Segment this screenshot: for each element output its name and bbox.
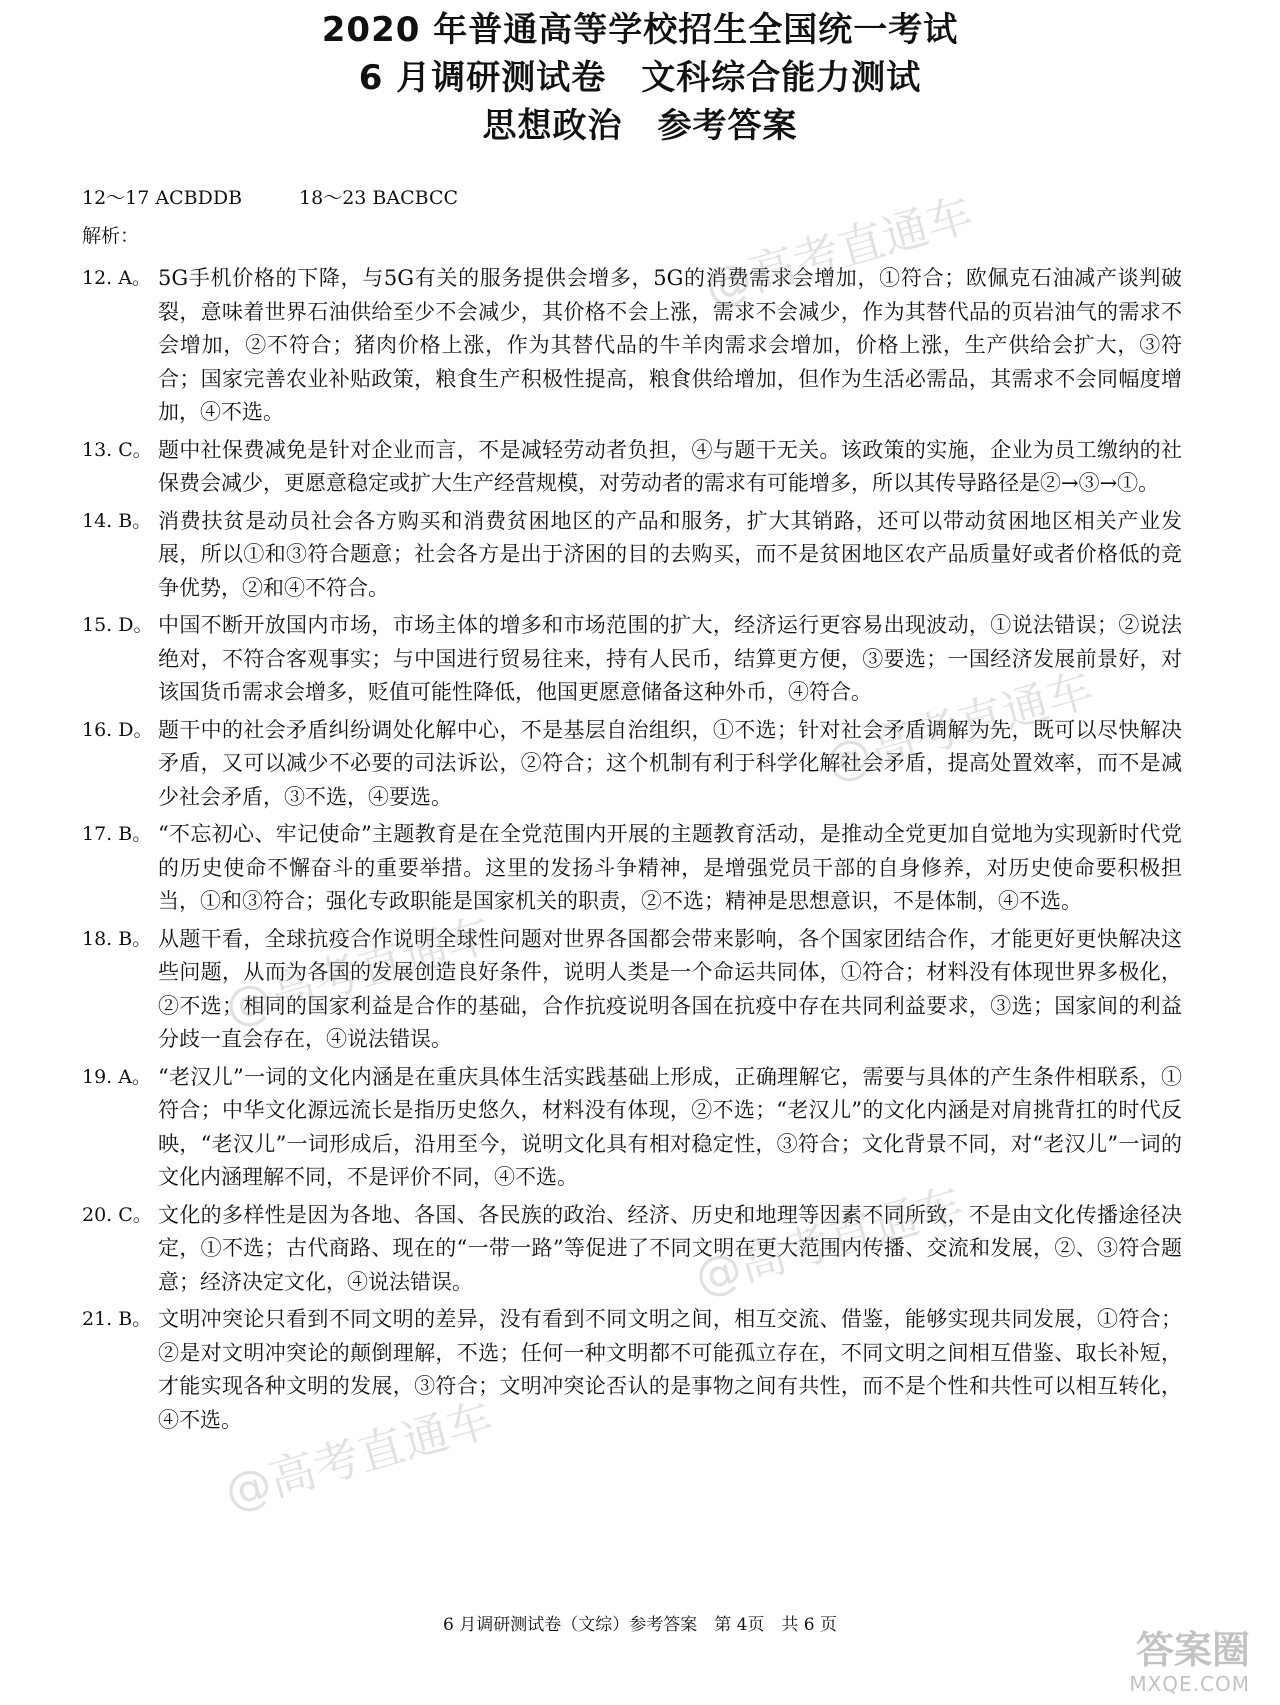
item-number: 19. A。 (82, 1065, 151, 1088)
analysis-item (82, 434, 1182, 501)
analysis-item (82, 609, 1182, 710)
analysis-item (82, 923, 1182, 1057)
exam-title: 2020 年普通高等学校招生全国统一考试 (321, 10, 959, 50)
watermark: @高考直通车 (688, 1176, 969, 1305)
item-number: 20. C。 (82, 1203, 152, 1226)
item-text: “老汉儿”一词的文化内涵是在重庆具体生活实践基础上形成，正确理解它，需要与具体的产生条件相联系，①符合；中华文化源远流长是指历史悠久，材料没有体现，②不选；“老汉儿”的文化内涵是对肩挑背扛的时代反映，“老汉儿”一词形成后，沿用至今，说明文化具有相对稳定性，③符合；文化背景不同，对“老汉儿”一词的文化内涵理解不同，不是评价不同，④不选。 (158, 1064, 1182, 1189)
item-number: 16. D。 (82, 718, 153, 741)
watermark: @高考直通车 (818, 661, 1099, 790)
item-text: 文明冲突论只看到不同文明的差异，没有看到不同文明之间，相互交流、借鉴，能够实现共同发展，①符合；②是对文明冲突论的颠倒理解，不选；任何一种文明都不可能孤立存在，不同文明之间相互借鉴、取长补短，才能实现各种文明的发展，③符合；文明冲突论否认的是事物之间有共性，而不是个性和共性可以相互转化，④不选。 (158, 1307, 1182, 1432)
logo-text: 答案圈 (1135, 1628, 1250, 1672)
page-footer: 6 月调研测试卷（文综）参考答案 第 4页 共 6 页 (442, 1615, 838, 1635)
item-text: 文化的多样性是因为各地、各国、各民族的政治、经济、历史和地理等因素不同所致，不是由文化传播途径决定，①不选；古代商路、现在的“一带一路”等促进了不同文明在更大范围内传播、交流和发展，②、③符合题意；经济决定文化，④说法错误。 (158, 1202, 1182, 1294)
analysis-item (82, 262, 1182, 430)
title-block (0, 6, 1280, 150)
analysis-list (82, 262, 1182, 1441)
item-number: 17. B。 (82, 823, 152, 845)
watermark: @高考直通车 (698, 186, 979, 315)
item-number: 18. B。 (82, 927, 152, 950)
site-logo (1129, 1628, 1250, 1696)
item-text: 5G手机价格的下降，与5G有关的服务提供会增多，5G的消费需求会增加，①符合；欧佩克石油减产谈判破裂，意味着世界石油供给至少不会减少，其价格不会上涨，需求不会减少，作为其替代品的页岩油气的需求不会增加，②不符合；猪肉价格上涨，作为其替代品的牛羊肉需求会增加，价格上涨，生产供给会扩大，③符合；国家完善农业补贴政策，粮食生产积极性提高，粮食供给增加，但作为生活必需品，其需求不会同幅度增加，④不选。 (158, 266, 1182, 424)
section-title: 思想政治 参考答案 (482, 106, 798, 146)
watermark: @高考直通车 (218, 1391, 499, 1520)
analysis-item (82, 1061, 1182, 1195)
analysis-label: 解析： (82, 225, 140, 247)
item-number: 15. D。 (82, 614, 153, 636)
analysis-item (82, 818, 1182, 919)
analysis-item (82, 505, 1182, 606)
analysis-item (82, 1303, 1182, 1437)
analysis-item (82, 1199, 1182, 1300)
exam-subtitle: 6 月调研测试卷 文科综合能力测试 (358, 58, 922, 98)
item-text: 从题干看，全球抗疫合作说明全球性问题对世界各国都会带来影响，各个国家团结合作，才能更好更快解决这些问题，从而为各国的发展创造良好条件，说明人类是一个命运共同体，①符合；材料没有体现世界多极化，②不选；相同的国家利益是合作的基础，合作抗疫说明各国在抗疫中存在共同利益要求，③选；国家间的利益分歧一直会存在，④说法错误。 (158, 926, 1182, 1051)
item-number: 12. A。 (82, 267, 151, 289)
item-text: 消费扶贫是动员社会各方购买和消费贫困地区的产品和服务，扩大其销路，还可以带动贫困地区相关产业发展，所以①和③符合题意；社会各方是出于济困的目的去购买，而不是贫困地区农产品质量好或者价格低的竞争优势，②和④不符合。 (158, 508, 1182, 600)
item-text: 题中社保费减免是针对企业而言，不是减轻劳动者负担，④与题干无关。该政策的实施，企业为员工缴纳的社保费会减少，更愿意稳定或扩大生产经营规模，对劳动者的需求有可能增多，所以其传导路径是②→③→①。 (158, 437, 1182, 495)
item-number: 14. B。 (82, 509, 152, 532)
answer-key: 12～17 ACBDDB 18～23 BACBCC (82, 187, 459, 209)
item-text: “不忘初心、牢记使命”主题教育是在全党范围内开展的主题教育活动，是推动全党更加自觉地为实现新时代党的历史使命不懈奋斗的重要举措。这里的发扬斗争精神，是增强党员干部的自身修养，对历史使命要积极担当，①和③符合；强化专政职能是国家机关的职责，②不选；精神是思想意识，不是体制，④不选。 (158, 822, 1182, 913)
logo-domain: MXQE.COM (1129, 1672, 1250, 1696)
item-text: 题干中的社会矛盾纠纷调处化解中心，不是基层自治组织，①不选；针对社会矛盾调解为先，既可以尽快解决矛盾，又可以减少不必要的司法诉讼，②符合；这个机制有利于科学化解社会矛盾，提高处置效率，而不是减少社会矛盾，③不选，④要选。 (158, 717, 1182, 809)
watermark: @高考直通车 (218, 906, 499, 1035)
item-text: 中国不断开放国内市场，市场主体的增多和市场范围的扩大，经济运行更容易出现波动，①说法错误；②说法绝对，不符合客观事实；与中国进行贸易往来，持有人民币，结算更方便，③要选；一国经济发展前景好，对该国货币需求会增多，贬值可能性降低，他国更愿意储备这种外币，④符合。 (158, 613, 1182, 704)
analysis-item (82, 714, 1182, 815)
item-number: 21. B。 (82, 1308, 152, 1330)
item-number: 13. C。 (82, 438, 152, 461)
